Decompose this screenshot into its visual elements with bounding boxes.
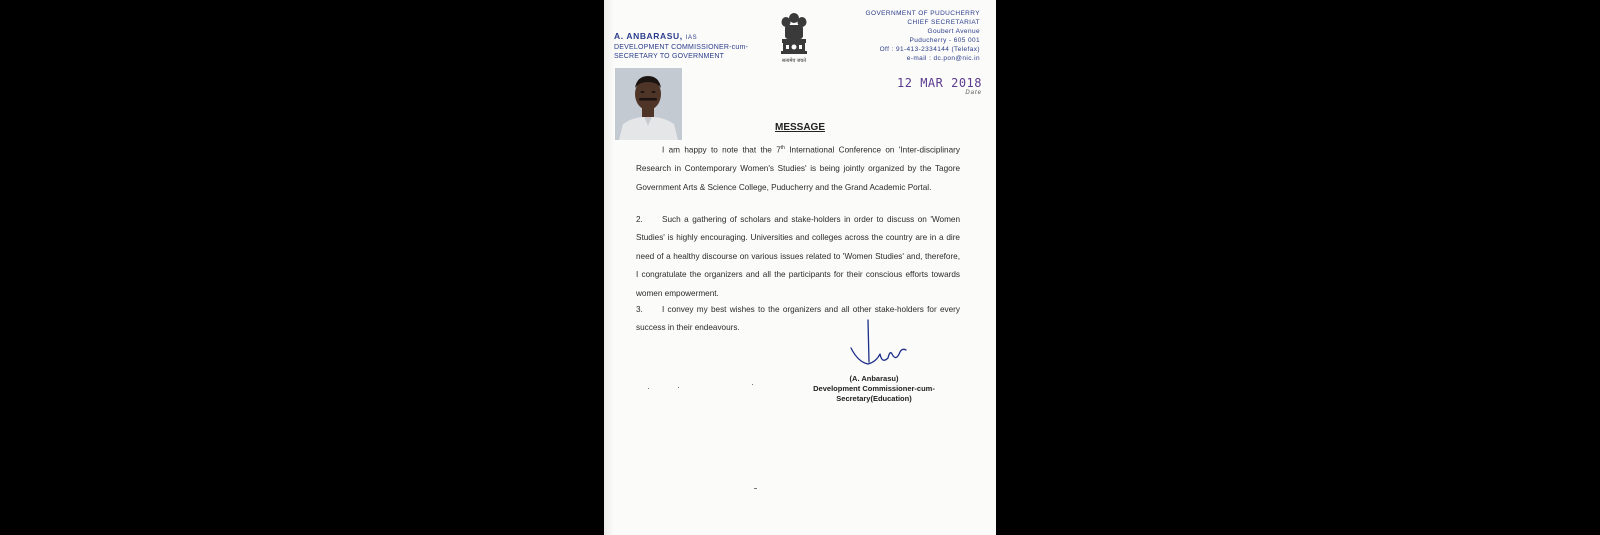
para1-superscript: th [780, 145, 785, 151]
para3-body: I convey my best wishes to the organizers and all other stake-holders for every success in their endeavours. [636, 305, 960, 333]
scan-speck [678, 387, 679, 388]
secretariat-line: CHIEF SECRETARIAT [907, 19, 980, 26]
para1-body: International Conference on 'Inter-disciplinary Research in Contemporary Women's Studies' is being jointly organized by the Tagore Government Arts & Science College, Puducherry and the Grand Academic Portal. [636, 145, 960, 192]
scan-speck [648, 388, 649, 389]
govt-line: GOVERNMENT OF PUDUCHERRY [865, 10, 980, 17]
scan-speck [754, 488, 757, 489]
letter-page [604, 0, 996, 535]
letterhead-left [614, 32, 748, 61]
officer-designation-2: SECRETARY TO GOVERNMENT [614, 53, 725, 60]
email-line: e-mail : dc.pon@nic.in [906, 55, 980, 62]
officer-designation-1: DEVELOPMENT COMMISSIONER-cum- [614, 44, 749, 51]
para3-number: 3. [636, 305, 643, 314]
date-stamp: 12 MAR 2018 [897, 76, 982, 90]
message-paragraph-2 [636, 211, 960, 303]
letterhead-right [840, 9, 980, 63]
address-street: Goubert Avenue [927, 28, 980, 35]
date-label: Date [965, 90, 982, 96]
signatory-name: (A. Anbarasu) [849, 374, 899, 383]
address-city: Puducherry - 605 001 [909, 37, 980, 44]
para2-number: 2. [636, 215, 643, 224]
emblem-motto: सत्यमेव जयते [781, 58, 807, 64]
signatory-block [784, 374, 964, 404]
handwritten-signature [846, 318, 916, 376]
message-paragraph-1 [636, 139, 960, 197]
signatory-title-1: Development Commissioner-cum- [813, 384, 935, 393]
phone-line: Off : 91-413-2334144 (Telefax) [879, 46, 980, 53]
message-title: MESSAGE [774, 122, 825, 133]
para1-lead: I am happy to note that the 7 [662, 145, 781, 155]
officer-name: A. ANBARASU, [614, 31, 683, 41]
officer-suffix: IAS [685, 35, 698, 41]
scan-speck [752, 384, 753, 385]
signatory-title-2: Secretary(Education) [836, 394, 912, 403]
para2-body: Such a gathering of scholars and stake-holders in order to discuss on 'Women Studies' is highly encouraging. Universities and colleges across the country are in a dire need of a healthy discourse on various issues related to 'Women Studies' and, therefore, I congratulate the organizers and all the participants for their conscious efforts towards women empowerment. [636, 215, 960, 298]
